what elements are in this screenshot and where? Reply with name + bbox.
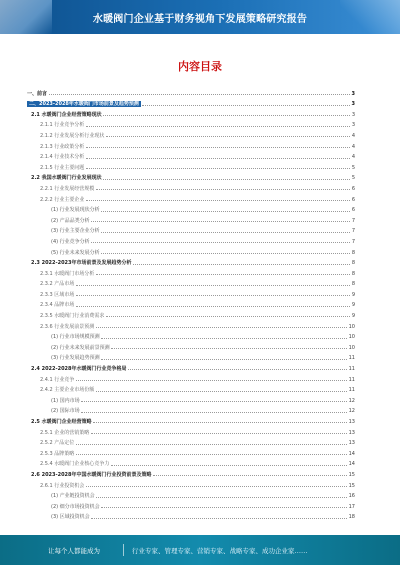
toc-entry[interactable] xyxy=(27,361,355,372)
toc-leader-dots xyxy=(86,200,351,201)
toc-entry-page: 4 xyxy=(351,143,355,150)
toc-entry[interactable] xyxy=(27,234,355,245)
toc-leader-dots xyxy=(93,422,347,423)
toc-entry-label: 2.2.1 行业发展经营规模 xyxy=(40,185,95,192)
toc-entry[interactable] xyxy=(27,139,355,150)
toc-entry-label: (1) 行业发展现状分析 xyxy=(51,207,100,214)
toc-entry-page: 15 xyxy=(348,482,355,489)
toc-entry-page: 10 xyxy=(348,323,355,330)
toc-leader-dots xyxy=(76,285,351,286)
toc-entry-page: 13 xyxy=(348,429,355,436)
toc-entry[interactable] xyxy=(27,213,355,224)
toc-entry[interactable] xyxy=(27,414,355,425)
toc-entry[interactable] xyxy=(27,499,355,510)
toc-entry[interactable] xyxy=(27,330,355,341)
footer-banner xyxy=(0,535,400,565)
toc-entry[interactable] xyxy=(27,446,355,457)
toc-entry[interactable] xyxy=(27,192,355,203)
toc-entry[interactable] xyxy=(27,150,355,161)
toc-entry-page: 6 xyxy=(351,185,355,192)
toc-entry[interactable] xyxy=(27,393,355,404)
toc-leader-dots xyxy=(86,486,347,487)
toc-leader-dots xyxy=(86,168,351,169)
toc-leader-dots xyxy=(91,242,350,243)
toc-leader-dots xyxy=(142,105,350,106)
toc-entry-page: 3 xyxy=(351,90,355,97)
toc-entry[interactable] xyxy=(27,245,355,256)
toc-entry-label: (1) 产业链投资机会 xyxy=(51,493,95,500)
toc-entry-label: 2.4 2022-2028年水暖阀门行业竞争格局 xyxy=(31,366,127,373)
toc-entry[interactable] xyxy=(27,277,355,288)
toc-leader-dots xyxy=(91,518,347,519)
toc-leader-dots xyxy=(96,327,347,328)
toc-leader-dots xyxy=(101,359,347,360)
toc-entry-page: 15 xyxy=(348,471,355,478)
toc-entry[interactable] xyxy=(27,128,355,139)
footer-slogan: 让每个人都能成为 xyxy=(48,547,100,555)
toc-entry-label: (1) 行业市场规模预测 xyxy=(51,334,100,341)
footer-tagline: 行业专家、管理专家、营销专家、战略专家、成功企业家…… xyxy=(132,547,308,555)
toc-entry-label: (3) 行业主要企业分析 xyxy=(51,228,100,235)
toc-leader-dots xyxy=(133,264,350,265)
toc-entry-label: 2.5.4 水暖阀门企业核心竞争力 xyxy=(40,461,110,468)
toc-entry-label: 2.6 2023-2028年中国水暖阀门行业投资前景及策略 xyxy=(31,471,152,478)
toc-leader-dots xyxy=(76,380,347,381)
toc-leader-dots xyxy=(111,348,347,349)
toc-entry-label: 2.1.3 行业政策分析 xyxy=(40,143,85,150)
toc-entry-page: 16 xyxy=(348,493,355,500)
toc-leader-dots xyxy=(76,306,351,307)
toc-entry-page: 9 xyxy=(351,291,355,298)
toc-entry-page: 8 xyxy=(351,270,355,277)
toc-entry[interactable] xyxy=(27,160,355,171)
toc-entry-page: 3 xyxy=(351,122,355,129)
toc-entry-page: 10 xyxy=(348,344,355,351)
toc-entry[interactable] xyxy=(27,383,355,394)
toc-entry-label: 一、前言 xyxy=(27,90,48,97)
toc-entry-page: 3 xyxy=(351,101,355,108)
toc-entry-label: (3) 区域投资机会 xyxy=(51,514,90,521)
toc-entry-label: (2) 产品品类分析 xyxy=(51,217,90,224)
toc-entry[interactable] xyxy=(27,171,355,182)
toc-leader-dots xyxy=(111,465,347,466)
toc-entry[interactable] xyxy=(27,256,355,267)
toc-entry-page: 11 xyxy=(348,366,355,373)
toc-entry-page: 8 xyxy=(351,249,355,256)
toc-entry-label: 2.5 水暖阀门企业经营策略 xyxy=(31,419,92,425)
toc-entry-label: 2.3.5 水暖阀门行业消费需求 xyxy=(40,313,105,320)
toc-entry[interactable] xyxy=(27,510,355,521)
toc-entry[interactable] xyxy=(27,457,355,468)
toc-entry-label: 2.5.1 企业的营销策略 xyxy=(40,429,90,436)
toc-entry-page: 12 xyxy=(348,397,355,404)
toc-entry-label: 2.3 2022-2023年市场前景及发展趋势分析 xyxy=(31,260,132,267)
toc-entry-page: 5 xyxy=(351,164,355,171)
toc-leader-dots xyxy=(81,401,347,402)
toc-entry-page: 8 xyxy=(351,281,355,288)
toc-entry-label: 2.2 我国水暖阀门行业发展现状 xyxy=(31,175,102,182)
toc-leader-dots xyxy=(96,497,347,498)
toc-entry[interactable] xyxy=(27,489,355,500)
toc-entry-page: 11 xyxy=(348,376,355,383)
toc-entry[interactable] xyxy=(27,340,355,351)
footer-divider xyxy=(123,544,124,556)
toc-entry[interactable] xyxy=(27,224,355,235)
toc-entry-page: 4 xyxy=(351,132,355,139)
toc-entry-page: 12 xyxy=(348,408,355,415)
toc-leader-dots xyxy=(96,189,351,190)
toc-entry[interactable] xyxy=(27,308,355,319)
toc-entry[interactable] xyxy=(27,425,355,436)
toc-entry-page: 6 xyxy=(351,207,355,214)
toc-entry-label: 2.1.4 行业技术分析 xyxy=(40,154,85,161)
toc-entry-label: (4) 行业竞争分析 xyxy=(51,238,90,245)
toc-leader-dots xyxy=(103,115,350,116)
toc-entry[interactable] xyxy=(27,97,355,108)
toc-entry-page: 18 xyxy=(348,514,355,521)
toc-entry-page: 7 xyxy=(351,228,355,235)
toc-entry-label: 2.6.1 行业投资机会 xyxy=(40,482,85,489)
toc-entry-page: 13 xyxy=(348,419,355,425)
toc-entry-page: 17 xyxy=(348,503,355,510)
toc-entry-page: 9 xyxy=(351,313,355,320)
toc-entry[interactable] xyxy=(27,298,355,309)
toc-leader-dots xyxy=(106,136,350,137)
toc-entry[interactable] xyxy=(27,287,355,298)
toc-leader-dots xyxy=(86,158,351,159)
toc-entry-page: 7 xyxy=(351,238,355,245)
toc-entry-page: 3 xyxy=(351,111,355,118)
toc-entry-label: 2.1.1 行业竞争分析 xyxy=(40,122,85,129)
toc-leader-dots xyxy=(96,274,351,275)
toc-entry-label: 2.5.3 品牌策略 xyxy=(40,450,75,457)
toc-entry-label: 2.3.4 品牌市场 xyxy=(40,302,75,309)
toc-entry-label: 2.4.1 行业竞争 xyxy=(40,376,75,383)
toc-entry-label: 2.1.5 行业主要问题 xyxy=(40,164,85,171)
header-banner xyxy=(0,0,400,34)
toc-leader-dots xyxy=(103,179,350,180)
toc-title: 内容目录 xyxy=(178,60,222,73)
toc-entry-page: 6 xyxy=(351,196,355,203)
toc-entry-page: 9 xyxy=(351,302,355,309)
toc-entry-label: 2.5.2 产品定位 xyxy=(40,440,75,447)
toc-entry-page: 7 xyxy=(351,217,355,224)
toc-entry[interactable] xyxy=(27,351,355,362)
toc-entry-label: 2.3.1 水暖阀门市场分析 xyxy=(40,270,95,277)
toc-entry-page: 4 xyxy=(351,154,355,161)
toc-entry[interactable] xyxy=(27,436,355,447)
toc-leader-dots xyxy=(96,391,347,392)
toc-leader-dots xyxy=(76,295,351,296)
toc-leader-dots xyxy=(86,126,351,127)
toc-entry[interactable] xyxy=(27,404,355,415)
toc-leader-dots xyxy=(101,507,347,508)
toc-entry-label: (2) 行业未来发展前景预测 xyxy=(51,344,110,351)
toc-leader-dots xyxy=(101,211,350,212)
toc-entry-label: 2.4.2 主要企业市场份额 xyxy=(40,387,95,394)
toc-entry-page: 14 xyxy=(348,450,355,457)
toc-entry-page: 14 xyxy=(348,461,355,468)
toc-entry-label: (3) 行业发展趋势预测 xyxy=(51,355,100,362)
report-title: 水暖阀门企业基于财务视角下发展策略研究报告 xyxy=(92,14,308,25)
toc-leader-dots xyxy=(76,444,347,445)
toc-leader-dots xyxy=(101,253,350,254)
toc-entry[interactable] xyxy=(27,478,355,489)
toc-entry[interactable] xyxy=(27,203,355,214)
table-of-contents xyxy=(27,86,355,520)
toc-entry-label: 2.3.2 产品市场 xyxy=(40,281,75,288)
toc-entry-page: 11 xyxy=(348,387,355,394)
toc-entry[interactable] xyxy=(27,86,355,97)
toc-entry-page: 5 xyxy=(351,175,355,182)
toc-entry[interactable] xyxy=(27,118,355,129)
toc-entry[interactable] xyxy=(27,107,355,118)
toc-leader-dots xyxy=(101,232,350,233)
toc-leader-dots xyxy=(106,316,350,317)
toc-entry-page: 11 xyxy=(348,355,355,362)
toc-leader-dots xyxy=(128,369,347,370)
toc-entry-page: 13 xyxy=(348,440,355,447)
toc-leader-dots xyxy=(91,221,350,222)
toc-entry[interactable] xyxy=(27,372,355,383)
toc-entry-label: (5) 行业未来发展分析 xyxy=(51,249,100,256)
toc-entry-label: 2.2.2 行业主要企业 xyxy=(40,196,85,203)
toc-entry-label: (2) 细分市场投资机会 xyxy=(51,503,100,510)
toc-leader-dots xyxy=(76,454,347,455)
toc-entry-page: 10 xyxy=(348,334,355,341)
toc-entry-label: (2) 国际市场 xyxy=(51,408,80,415)
toc-entry[interactable] xyxy=(27,467,355,478)
toc-leader-dots xyxy=(49,94,351,95)
toc-entry-label: 2.1.2 行业发展分析行业现状 xyxy=(40,132,105,139)
toc-entry[interactable] xyxy=(27,319,355,330)
toc-entry[interactable] xyxy=(27,266,355,277)
toc-entry-label: 2.1 水暖阀门企业经营策略现状 xyxy=(31,111,102,118)
toc-entry-label: 二、2023-2028年水暖阀门市场前景及趋势预测 xyxy=(29,101,139,108)
toc-leader-dots xyxy=(91,433,347,434)
toc-leader-dots xyxy=(101,338,347,339)
toc-entry-label: 2.3.6 行业发展前景预测 xyxy=(40,323,95,330)
toc-entry-label: 2.3.3 区域市场 xyxy=(40,291,75,298)
toc-entry-page: 8 xyxy=(351,260,355,267)
toc-leader-dots xyxy=(153,475,347,476)
toc-leader-dots xyxy=(81,412,347,413)
toc-entry-label: (1) 国内市场 xyxy=(51,397,80,404)
toc-leader-dots xyxy=(86,147,351,148)
toc-entry[interactable] xyxy=(27,181,355,192)
